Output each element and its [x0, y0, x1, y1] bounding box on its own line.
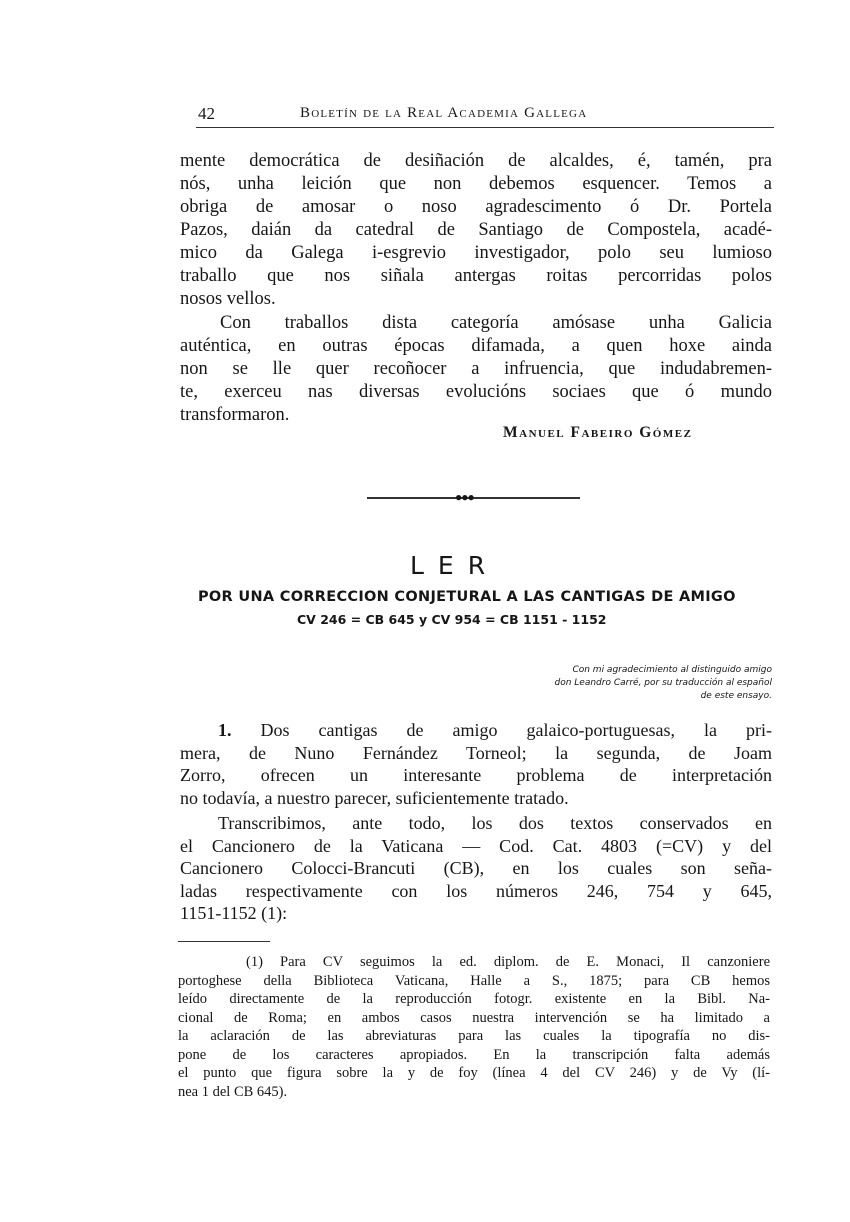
text-line: mente democrática de desiñación de alcaldes, é, tamén, pra [180, 151, 772, 171]
journal-title: Boletín de la Real Academia Gallega [300, 105, 588, 121]
text-line: el Cancionero de la Vaticana — Cod. Cat. 4803 (=CV) y del [180, 835, 772, 856]
article-title: POR UNA CORRECCION CONJETURAL A LAS CANTIGAS DE AMIGO [198, 589, 736, 605]
dedication-line: don Leandro Carré, por su traducción al español [554, 678, 772, 688]
section-label: LER [410, 551, 500, 580]
footnote-line: cional de Roma; en ambos casos nuestra intervención se ha limitado a [178, 1009, 770, 1026]
text-line: mera, de Nuno Fernández Torneol; la segunda, de Joam [180, 742, 772, 763]
paragraph-4 [180, 812, 772, 925]
text-line: ladas respectivamente con los números 246, 754 y 645, [180, 880, 772, 901]
text-line: Transcribimos, ante todo, los dos textos conservados en [218, 813, 772, 833]
footnote-line: la aclaración de las abreviaturas para las cuales la tipografía no dis- [178, 1028, 770, 1044]
text-line: Zorro, ofrecen un interesante problema de interpretación [180, 765, 772, 785]
text-line: Con traballos dista categoría amósase unha Galicia [220, 313, 772, 333]
text-line: transformaron. [180, 405, 290, 425]
text-line: obriga de amosar o noso agradescimento ó Dr. Portela [180, 197, 772, 217]
paragraph-1 [180, 150, 772, 311]
dedication [480, 664, 772, 703]
text-line: no todavía, a nuestro parecer, suficientemente tratado. [180, 787, 569, 808]
paragraph-2 [180, 312, 772, 427]
article-subtitle: CV 246 = CB 645 y CV 954 = CB 1151 - 1152 [297, 612, 607, 627]
footnote-line: portoghese della Biblioteca Vaticana, Halle a S., 1875; para CB hemos [178, 972, 770, 989]
footnote-line: pone de los caracteres apropiados. En la transcripción falta además [178, 1046, 770, 1063]
text-line [180, 719, 772, 742]
text-line: non se lle quer recoñocer a infruencia, que indudabremen- [180, 359, 772, 379]
text-line: mico da Galega i-esgrevio investigador, polo seu lumioso [180, 243, 772, 263]
text-line: 1151-1152 (1): [180, 903, 288, 923]
divider-ornament: ●●● [455, 490, 474, 504]
paragraph-3 [180, 719, 772, 809]
header-rule [196, 127, 774, 128]
text-line: Pazos, daián da catedral de Santiago de Compostela, acadé- [180, 220, 772, 240]
author-signature: Manuel Fabeiro Gómez [503, 424, 693, 441]
text-line: nós, unha leición que non debemos esquencer. Temos a [180, 174, 772, 194]
text-line: Cancionero Colocci-Brancuti (CB), en los cuales son seña- [180, 858, 772, 878]
text-line: nosos vellos. [180, 289, 276, 309]
text-line: traballo que nos siñala antergas roitas percorridas polos [180, 266, 772, 286]
footnote-line: (1) Para CV seguimos la ed. diplom. de E. Monaci, Il canzoniere [246, 954, 770, 970]
text-line: auténtica, en outras épocas difamada, a quen hoxe ainda [180, 336, 772, 356]
footnote-line: el punto que figura sobre la y de foy (línea 4 del CV 246) y de Vy (lí- [178, 1065, 770, 1081]
footnote-line: leído directamente de la reproducción fotogr. existente en la Bibl. Na- [178, 991, 770, 1007]
page-number: 42 [198, 104, 215, 123]
text-span: Dos cantigas de amigo galaico-portuguesas, la pri- [260, 720, 772, 740]
footnote-rule [178, 941, 270, 942]
paragraph-number: 1. [218, 720, 232, 740]
dedication-line: de este ensayo. [700, 691, 772, 701]
text-line: te, exerceu nas diversas evolucións sociaes que ó mundo [180, 382, 772, 402]
dedication-line: Con mi agradecimiento al distinguido amigo [572, 665, 772, 675]
footnote [178, 953, 770, 1101]
footnote-line: nea 1 del CB 645). [178, 1083, 288, 1100]
running-header [196, 104, 774, 128]
